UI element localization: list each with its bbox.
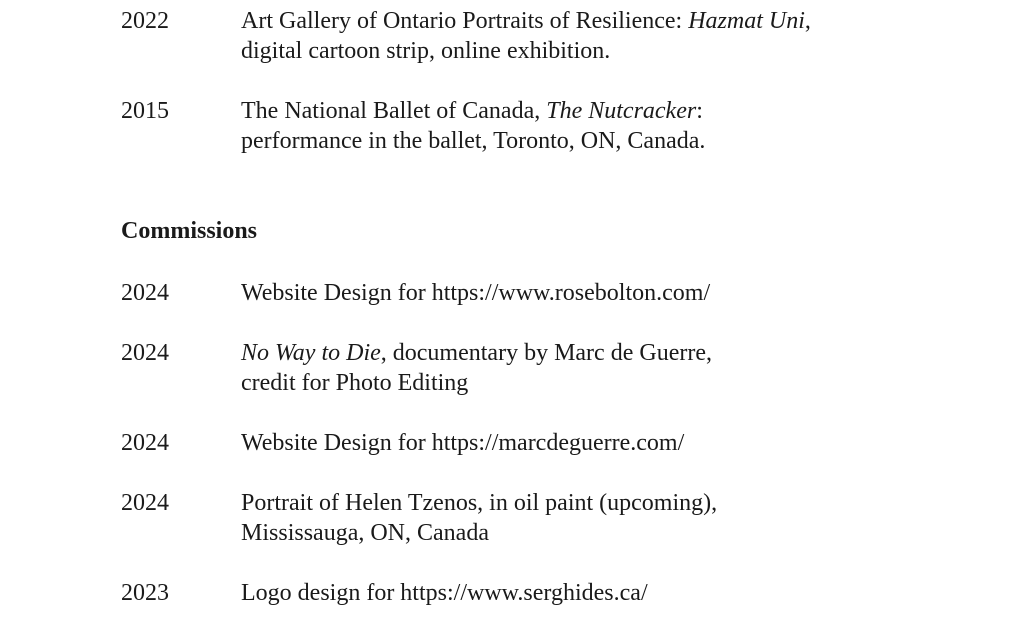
entry-line-1 bbox=[241, 578, 961, 608]
entry-title-italic: The Nutcracker bbox=[546, 98, 697, 124]
entry-line-2: credit for Photo Editing bbox=[241, 370, 469, 396]
entry-description bbox=[241, 6, 961, 66]
entry-text-suffix: , documentary by Marc de Guerre, bbox=[380, 340, 712, 366]
entry-description bbox=[241, 428, 961, 458]
entry-text: Portrait of Helen Tzenos, in oil paint (upcoming), bbox=[241, 490, 718, 516]
entry-year: 2023 bbox=[121, 580, 169, 606]
entry-description bbox=[241, 96, 961, 156]
entry-line-1 bbox=[241, 428, 961, 458]
entry-description bbox=[241, 278, 961, 308]
entry-year: 2024 bbox=[121, 340, 169, 366]
entry-line-2: performance in the ballet, Toronto, ON, Canada. bbox=[241, 128, 706, 154]
entry-text: Website Design for https://marcdeguerre.com/ bbox=[241, 430, 685, 456]
entry-line-1 bbox=[241, 488, 961, 518]
entry-year: 2022 bbox=[121, 8, 169, 34]
entry-line-2: digital cartoon strip, online exhibition. bbox=[241, 38, 611, 64]
entry-year: 2024 bbox=[121, 490, 169, 516]
entry-description bbox=[241, 338, 961, 398]
entry-description bbox=[241, 488, 961, 548]
entry-text: Logo design for https://www.serghides.ca/ bbox=[241, 580, 648, 606]
entry-title-italic: No Way to Die bbox=[241, 340, 381, 366]
entry-line-1 bbox=[241, 96, 961, 126]
entry-text: Art Gallery of Ontario Portraits of Resilience: bbox=[241, 8, 689, 34]
entry-line-1 bbox=[241, 6, 961, 36]
entry-line-1 bbox=[241, 278, 961, 308]
entry-text-suffix: : bbox=[696, 98, 703, 124]
entry-description bbox=[241, 578, 961, 608]
section-heading-commissions: Commissions bbox=[121, 218, 258, 244]
entry-year: 2024 bbox=[121, 280, 169, 306]
entry-line-2: Mississauga, ON, Canada bbox=[241, 520, 489, 546]
entry-year: 2015 bbox=[121, 98, 169, 124]
entry-text: Website Design for https://www.rosebolton.com/ bbox=[241, 280, 711, 306]
entry-line-1 bbox=[241, 338, 961, 368]
entry-year: 2024 bbox=[121, 430, 169, 456]
entry-text-suffix: , bbox=[804, 8, 811, 34]
entry-text: The National Ballet of Canada, bbox=[241, 98, 547, 124]
entry-title-italic: Hazmat Uni bbox=[688, 8, 805, 34]
